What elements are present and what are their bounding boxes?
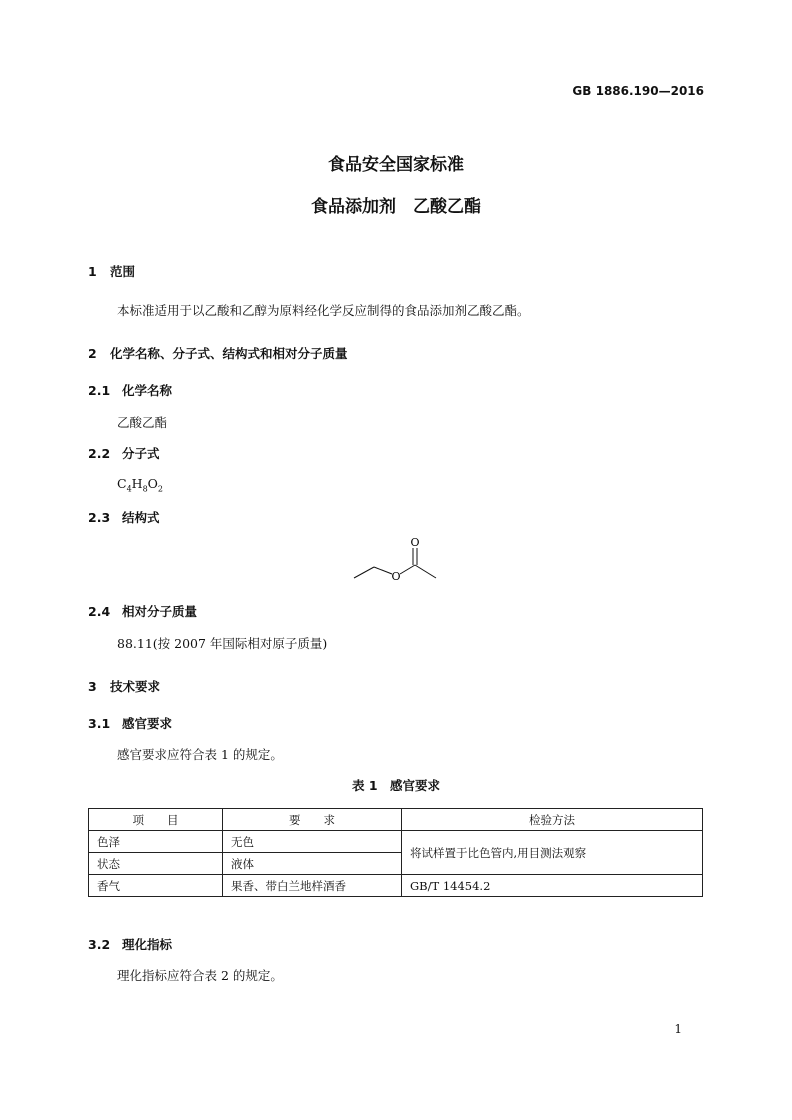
- section-title: 化学名称: [122, 383, 173, 398]
- carbonyl-oxygen-label: O: [410, 536, 420, 549]
- section-title: 范围: [110, 264, 136, 279]
- section-1-text: 本标准适用于以乙酸和乙醇为原料经化学反应制得的食品添加剂乙酸乙酯。: [117, 303, 530, 318]
- section-3-2-heading: [88, 935, 172, 953]
- section-number: 3.2: [88, 937, 111, 952]
- bond: [400, 565, 415, 574]
- table-cell: 状态: [89, 853, 223, 875]
- section-number: 2.4: [88, 604, 111, 619]
- section-2-2-heading: [88, 444, 160, 462]
- section-1-heading: [88, 262, 135, 280]
- section-title: 化学名称、分子式、结构式和相对分子质量: [110, 346, 348, 361]
- table-header-cell: 检验方法: [402, 809, 703, 831]
- ester-oxygen-label: O: [391, 570, 401, 583]
- section-title: 结构式: [122, 510, 160, 525]
- section-3-heading: [88, 677, 160, 695]
- section-2-heading: [88, 344, 348, 362]
- section-2-4-heading: [88, 602, 197, 620]
- table-cell: 将试样置于比色管内,用目测法观察: [402, 831, 703, 875]
- section-number: 3: [88, 679, 97, 694]
- table-row: [89, 875, 703, 897]
- molecular-mass: 88.11(按 2007 年国际相对原子质量): [117, 636, 328, 651]
- bond: [374, 567, 392, 574]
- section-number: 3.1: [88, 716, 111, 731]
- section-title: 感官要求: [122, 716, 173, 731]
- section-number: 1: [88, 264, 97, 279]
- molecular-formula: $C_4H_8O_2$: [117, 476, 164, 494]
- section-title: 相对分子质量: [122, 604, 198, 619]
- table-header-cell: 项 目: [89, 809, 223, 831]
- document-subtitle: 食品添加剂 乙酸乙酯: [311, 197, 481, 217]
- section-3-2-text: 理化指标应符合表 2 的规定。: [117, 968, 283, 983]
- table-cell: 液体: [223, 853, 402, 875]
- chemical-name: 乙酸乙酯: [117, 415, 168, 430]
- table-cell: 香气: [89, 875, 223, 897]
- table-header-row: [89, 809, 703, 831]
- table-cell: 无色: [223, 831, 402, 853]
- section-title: 分子式: [122, 446, 160, 461]
- table-cell: 色泽: [89, 831, 223, 853]
- document-title: 食品安全国家标准: [328, 155, 464, 175]
- bond: [354, 567, 374, 578]
- section-3-1-text: 感官要求应符合表 1 的规定。: [117, 747, 283, 762]
- table-row: [89, 831, 703, 853]
- table-header-cell: 要 求: [223, 809, 402, 831]
- table-cell: GB/T 14454.2: [402, 875, 703, 897]
- section-number: 2.1: [88, 383, 111, 398]
- standard-code: GB 1886.190—2016: [572, 84, 704, 98]
- section-2-1-heading: [88, 381, 172, 399]
- table-cell: 果香、带白兰地样酒香: [223, 875, 402, 897]
- section-title: 理化指标: [122, 937, 173, 952]
- bond: [415, 565, 436, 578]
- table-1-caption: 表 1 感官要求: [351, 778, 441, 793]
- section-2-3-heading: [88, 508, 160, 526]
- section-number: 2: [88, 346, 97, 361]
- structural-formula: [344, 536, 454, 586]
- page-number: 1: [674, 1022, 682, 1036]
- section-number: 2.2: [88, 446, 111, 461]
- section-title: 技术要求: [110, 679, 161, 694]
- sensory-requirements-table: [88, 808, 703, 897]
- section-number: 2.3: [88, 510, 111, 525]
- section-3-1-heading: [88, 714, 172, 732]
